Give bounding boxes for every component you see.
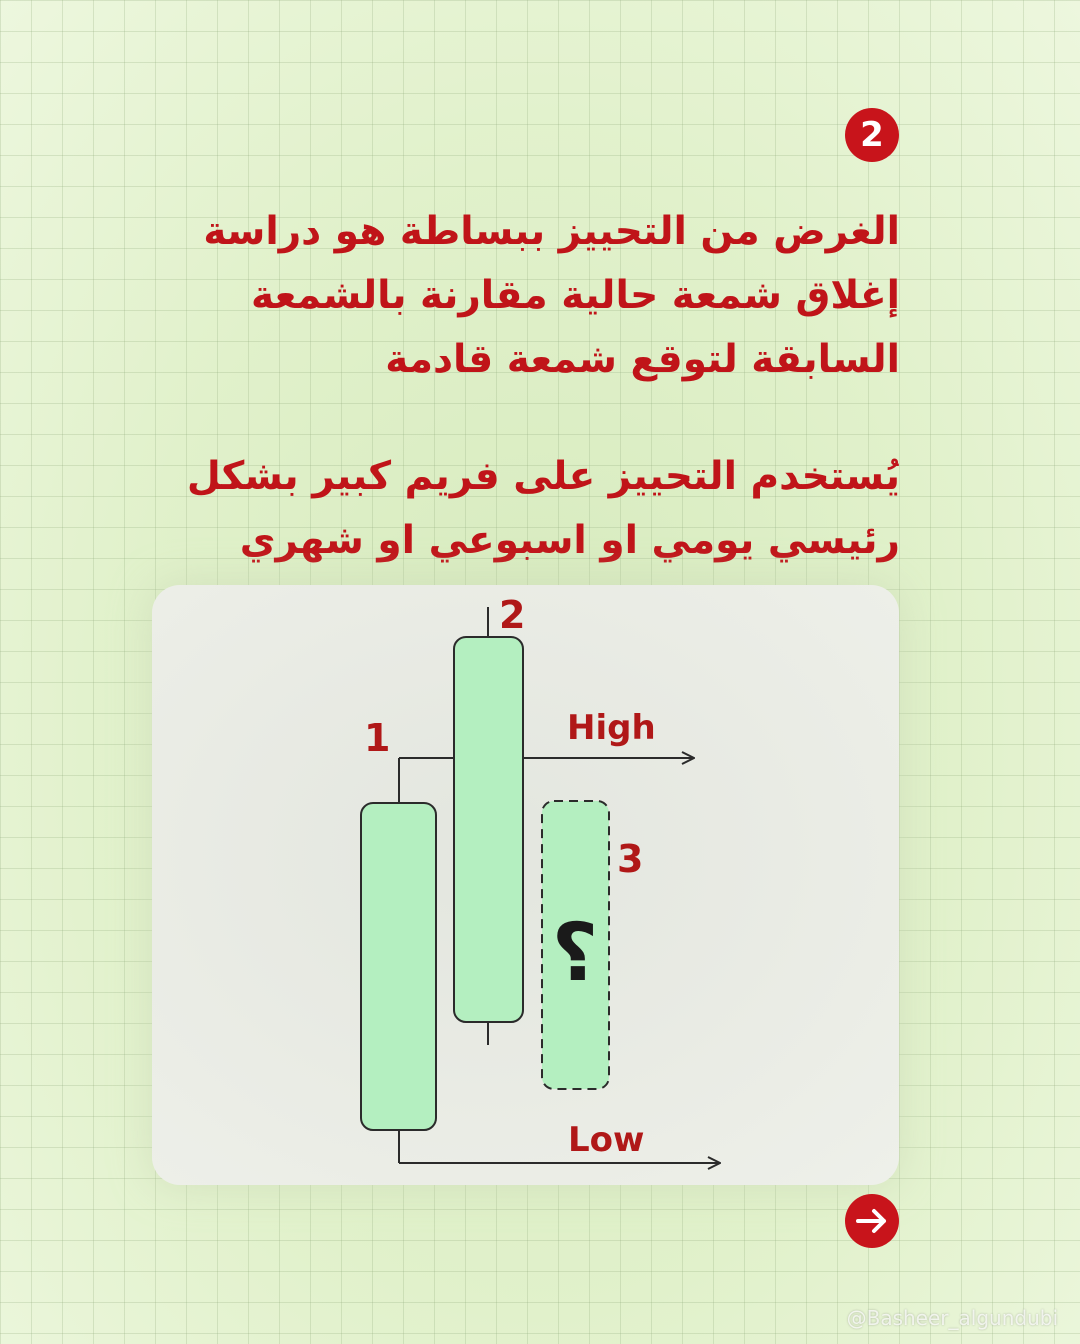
- candle-3-label: 3: [617, 837, 644, 881]
- unknown-question-mark: ؟: [551, 906, 599, 999]
- usage-paragraph: [120, 445, 900, 573]
- watermark: @Basheer_algundubi: [846, 1306, 1058, 1330]
- high-label: High: [567, 708, 656, 748]
- usage-line-2: رئيسي يومي او اسبوعي او شهري: [239, 518, 900, 563]
- usage-text-end: بشكل: [186, 454, 299, 499]
- arrow-right-icon: [855, 1207, 889, 1235]
- usage-emphasis: فريم كبير: [312, 454, 500, 499]
- usage-line-1: [120, 445, 900, 509]
- candle-1-label: 1: [364, 716, 391, 760]
- candle-2-body: [454, 637, 523, 1022]
- intro-paragraph: [120, 200, 900, 392]
- candlestick-diagram: [152, 585, 899, 1185]
- usage-text-start: يُستخدم التحييز على: [513, 454, 900, 499]
- candle-2-label: 2: [499, 593, 526, 637]
- candle-1-body: [361, 803, 436, 1130]
- next-button[interactable]: [845, 1194, 899, 1248]
- candlestick-diagram-card: [152, 585, 899, 1185]
- intro-line: السابقة لتوقع شمعة قادمة: [385, 337, 900, 382]
- intro-line: إغلاق شمعة حالية مقارنة بالشمعة: [251, 273, 900, 318]
- low-label: Low: [568, 1120, 645, 1160]
- intro-line: الغرض من التحييز ببساطة هو دراسة: [203, 209, 900, 254]
- step-number-badge: 2: [845, 108, 899, 162]
